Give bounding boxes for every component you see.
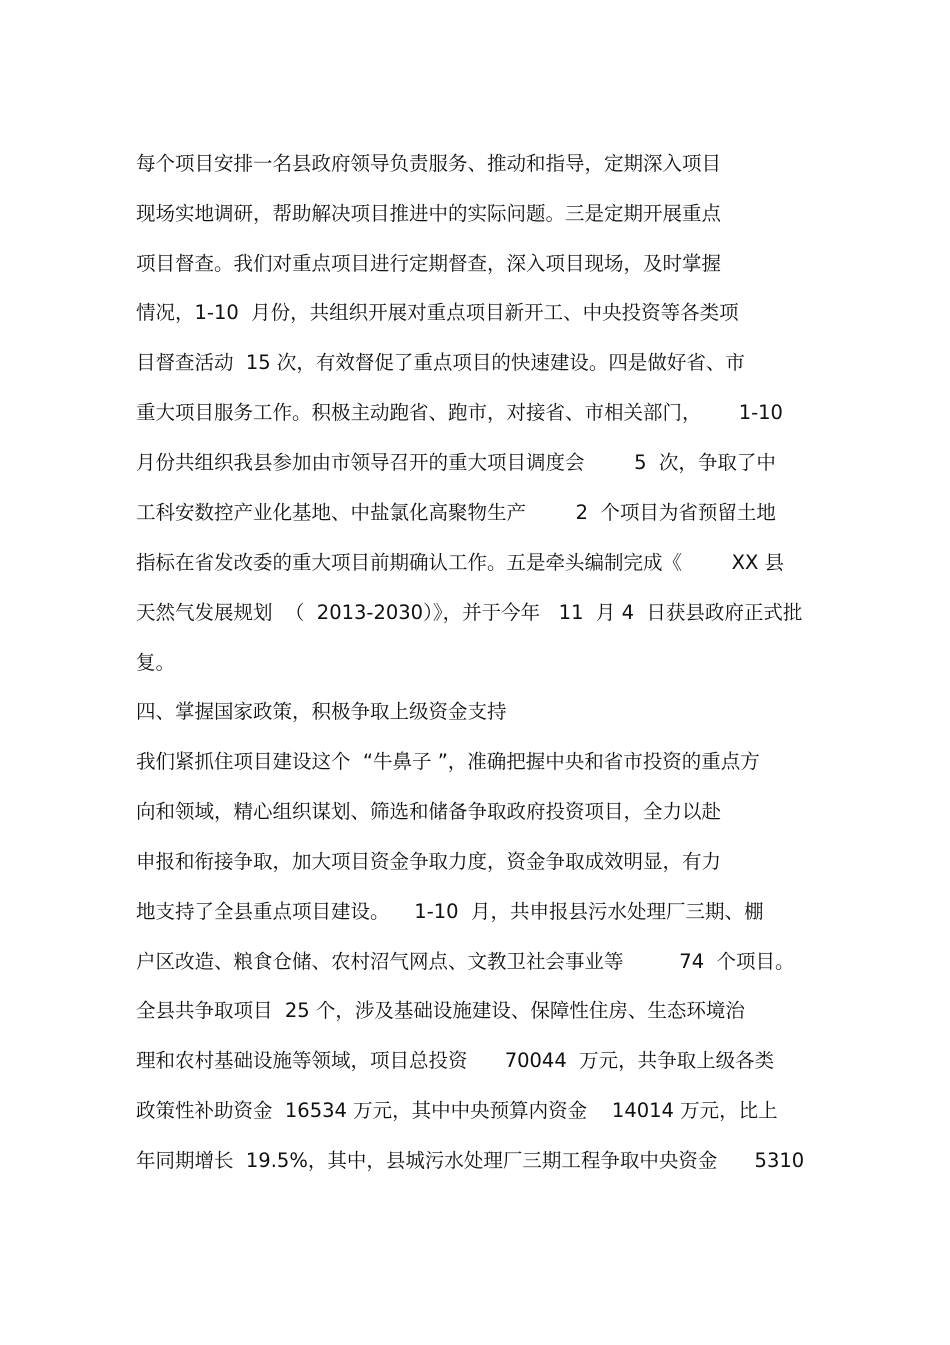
text-line-4: 情况，1-10 月份，共组织开展对重点项目新开工、中央投资等各类项 [136,301,739,324]
text-line-3: 项目督查。我们对重点项目进行定期督查，深入项目现场，及时掌握 [136,252,722,275]
text-line-19: 理和农村基础设施等领域，项目总投资 70044 万元，共争取上级各类 [136,1049,775,1072]
text-line-1: 每个项目安排一名县政府领导负责服务、推动和指导，定期深入项目 [136,152,722,175]
text-line-15: 申报和衔接争取，加大项目资金争取力度，资金争取成效明显，有力 [136,850,722,873]
text-line-14: 向和领域，精心组织谋划、筛选和储备争取政府投资项目，全力以赴 [136,800,722,823]
text-line-10: 天然气发展规划 （ 2013-2030）》，并于今年 11 月 4 日获县政府正式批 [136,601,803,624]
text-line-17: 户区改造、粮食仓储、农村沼气网点、文教卫社会事业等 74 个项目。 [136,950,795,973]
text-line-16: 地支持了全县重点项目建设。 1-10 月，共申报县污水处理厂三期、棚 [136,900,764,923]
section-heading: 四、掌握国家政策，积极争取上级资金支持 [136,700,507,723]
text-line-13: 我们紧抓住项目建设这个 “牛鼻子 ”，准确把握中央和省市投资的重点方 [136,750,760,773]
text-line-21: 年同期增长 19.5%，其中，县城污水处理厂三期工程争取中央资金 5310 [136,1149,805,1172]
text-line-8: 工科安数控产业化基地、中盐氯化高聚物生产 2 个项目为省预留土地 [136,501,776,524]
text-line-6: 重大项目服务工作。积极主动跑省、跑市，对接省、市相关部门， 1-10 [136,401,783,424]
text-line-5: 目督查活动 15 次，有效督促了重点项目的快速建设。四是做好省、市 [136,351,745,374]
text-line-2: 现场实地调研，帮助解决项目推进中的实际问题。三是定期开展重点 [136,202,722,225]
text-line-9: 指标在省发改委的重大项目前期确认工作。五是牵头编制完成《 XX 县 [136,551,785,574]
text-line-7: 月份共组织我县参加由市领导召开的重大项目调度会 5 次，争取了中 [136,451,776,474]
text-line-20: 政策性补助资金 16534 万元，其中中央预算内资金 14014 万元，比上 [136,1099,778,1122]
text-line-11: 复。 [136,651,176,674]
text-line-18: 全县共争取项目 25 个，涉及基础设施建设、保障性住房、生态环境治 [136,999,745,1022]
